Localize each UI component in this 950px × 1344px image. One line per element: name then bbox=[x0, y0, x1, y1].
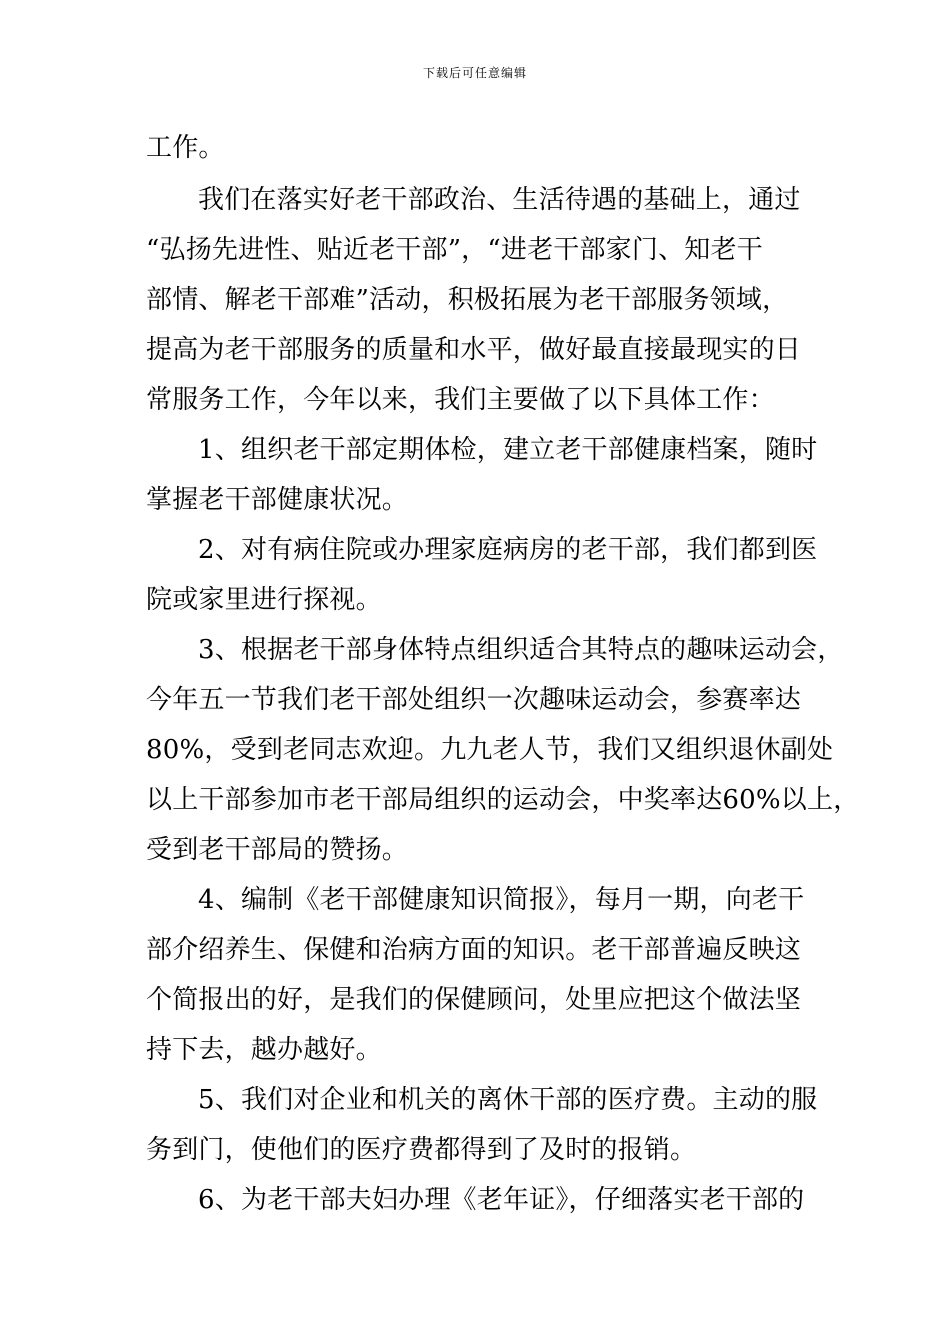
body-line: 持下去，越办越好。 bbox=[146, 1035, 382, 1065]
body-line: 务到门，使他们的医疗费都得到了及时的报销。 bbox=[146, 1135, 697, 1165]
body-line: 部情、解老干部难”活动，积极拓展为老干部服务领域， bbox=[146, 285, 789, 315]
body-line: 常服务工作，今年以来，我们主要做了以下具体工作： bbox=[146, 385, 775, 415]
body-line: 我们在落实好老干部政治、生活待遇的基础上，通过 bbox=[198, 185, 801, 215]
body-line: 以上干部参加市老干部局组织的运动会，中奖率达60%以上， bbox=[146, 785, 860, 815]
body-line: 受到老干部局的赞扬。 bbox=[146, 835, 409, 865]
body-line: 6、为老干部夫妇办理《老年证》，仔细落实老干部的 bbox=[198, 1185, 805, 1215]
body-line: 3、根据老干部身体特点组织适合其特点的趣味运动会， bbox=[198, 635, 844, 665]
body-line: 提高为老干部服务的质量和水平，做好最直接最现实的日 bbox=[146, 335, 802, 365]
body-line: 2、对有病住院或办理家庭病房的老干部，我们都到医 bbox=[198, 535, 818, 565]
body-line: 掌握老干部健康状况。 bbox=[146, 485, 409, 515]
body-line: “弘扬先进性、贴近老干部”，“进老干部家门、知老干 bbox=[146, 235, 763, 265]
body-line: 80%，受到老同志欢迎。九九老人节，我们又组织退休副处 bbox=[146, 735, 834, 765]
body-line: 1、组织老干部定期体检，建立老干部健康档案，随时 bbox=[198, 435, 818, 465]
body-line: 院或家里进行探视。 bbox=[146, 585, 382, 615]
body-line: 部介绍养生、保健和治病方面的知识。老干部普遍反映这 bbox=[146, 935, 802, 965]
body-line: 4、编制《老干部健康知识简报》，每月一期，向老干 bbox=[198, 885, 805, 915]
page-header: 下载后可任意编辑 bbox=[422, 66, 527, 80]
body-line: 个简报出的好，是我们的保健顾问，处里应把这个做法坚 bbox=[146, 985, 802, 1015]
body-line: 工作。 bbox=[146, 133, 225, 163]
body-line: 5、我们对企业和机关的离休干部的医疗费。主动的服 bbox=[198, 1085, 818, 1115]
body-line: 今年五一节我们老干部处组织一次趣味运动会，参赛率达 bbox=[146, 685, 802, 715]
